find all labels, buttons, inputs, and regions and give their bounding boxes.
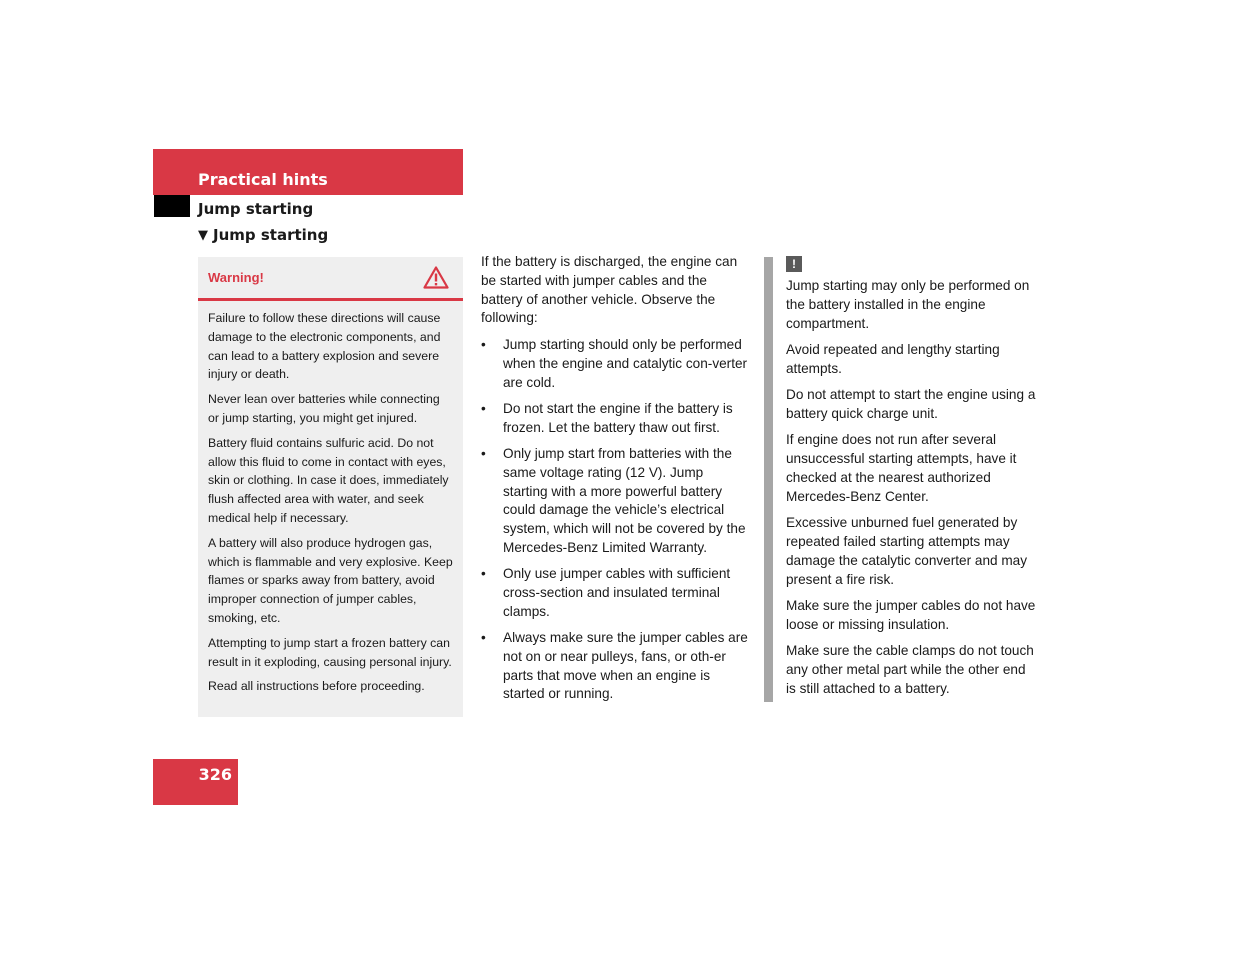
list-item — [481, 565, 751, 621]
subsection-heading — [198, 226, 328, 244]
bullet-icon: • — [481, 445, 486, 461]
warning-paragraph: Never lean over batteries while connecting or jump starting, you might get injured. — [208, 392, 440, 425]
list-item — [481, 629, 751, 704]
bullet-icon: • — [481, 337, 486, 353]
subsection-title: Jump starting — [213, 226, 329, 244]
warning-label: Warning! — [208, 270, 264, 285]
list-item — [481, 400, 751, 438]
warning-paragraph: Attempting to jump start a frozen battery can result in it exploding, causing personal injury. — [208, 635, 452, 669]
page-number: 326 — [198, 765, 232, 784]
warning-paragraph: Failure to follow these directions will cause damage to the electronic components, and can lead to a battery explosion and severe injury or death. — [208, 311, 441, 382]
note-paragraph: Make sure the cable clamps do not touch any other metal part while the other end is still attached to a battery. — [786, 643, 1034, 696]
list-item-text: Do not start the engine if the battery is frozen. Let the battery thaw out first. — [503, 400, 733, 435]
main-column — [481, 253, 751, 711]
list-item-text: Only jump start from batteries with the same voltage rating (12 V). Jump starting with a more powerful battery could damage the vehicle’s electrical system, which will not be covered by the Mercedes-Benz Limited Warranty. — [503, 445, 746, 555]
bullet-icon: • — [481, 629, 486, 645]
list-item — [481, 445, 751, 558]
warning-paragraph: A battery will also produce hydrogen gas, which is flammable and very explosive. Keep flames or sparks away from battery, avoid improper connection of jumper cables, smoking, etc. — [208, 535, 453, 625]
bullet-icon: • — [481, 566, 486, 582]
note-paragraph: Make sure the jumper cables do not have loose or missing insulation. — [786, 597, 1036, 632]
note-paragraph: Do not attempt to start the engine using a battery quick charge unit. — [786, 387, 1036, 421]
warning-header — [198, 257, 463, 301]
note-sidebar-bar — [764, 257, 773, 702]
warning-box — [198, 257, 463, 717]
page-number-box — [153, 759, 238, 805]
note-paragraph: Excessive unburned fuel generated by repeated failed starting attempts may damage the catalytic converter and may present a fire risk. — [786, 515, 1028, 587]
intro-paragraph: If the battery is discharged, the engine can be started with jumper cables and the battery of another vehicle. Observe the following: — [481, 254, 738, 326]
section-marker — [154, 195, 190, 217]
chapter-header — [153, 149, 463, 195]
note-column — [786, 254, 1036, 706]
warning-paragraph: Battery fluid contains sulfuric acid. Do not allow this fluid to come in contact with eyes, skin or clothing. In case it does, immediately flush affected area with water, and seek medical help if necessary. — [208, 435, 449, 525]
note-paragraph: Avoid repeated and lengthy starting attempts. — [786, 341, 1000, 376]
warning-body — [198, 301, 463, 696]
instruction-list — [481, 336, 751, 704]
warning-triangle-icon — [423, 266, 449, 289]
list-item — [481, 336, 751, 392]
section-title: Jump starting — [198, 200, 314, 218]
triangle-down-icon: ▼ — [198, 227, 208, 243]
exclamation-icon: ! — [786, 256, 802, 272]
bullet-icon: • — [481, 400, 486, 416]
warning-paragraph: Read all instructions before proceeding. — [208, 679, 425, 694]
list-item-text: Always make sure the jumper cables are not on or near pulleys, fans, or oth-er parts that move when an engine is started or running. — [503, 629, 748, 702]
note-paragraph: Jump starting may only be performed on the battery installed in the engine compartment. — [786, 278, 1030, 331]
list-item-text: Jump starting should only be performed when the engine and catalytic con-verter are cold. — [503, 337, 748, 390]
chapter-title: Practical hints — [198, 170, 328, 189]
list-item-text: Only use jumper cables with sufficient cross-section and insulated terminal clamps. — [503, 566, 731, 619]
note-paragraph: If engine does not run after several unsuccessful starting attempts, have it checked at the nearest authorized Mercedes-Benz Center. — [786, 432, 1017, 504]
